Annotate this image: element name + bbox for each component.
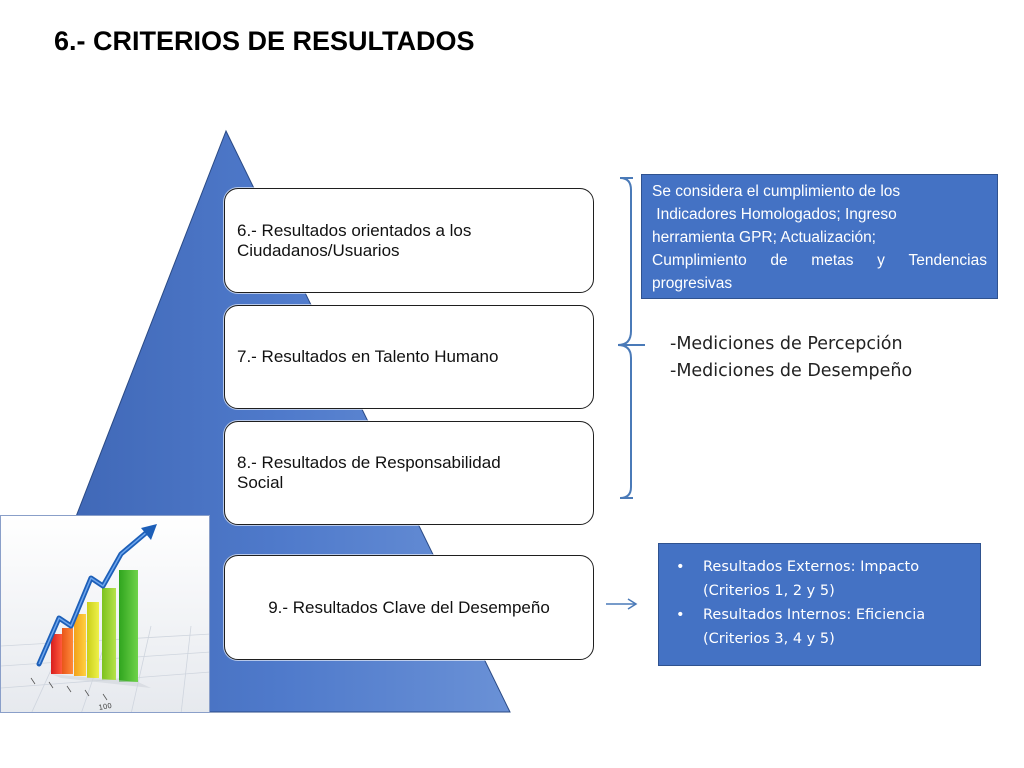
result-box-7 (224, 305, 594, 409)
result-box-8 (224, 421, 594, 525)
result-box-7-label: 7.- Resultados en Talento Humano (237, 347, 499, 366)
measurements-text (670, 331, 912, 385)
info-line: Se considera el cumplimiento de los (652, 183, 901, 200)
result-box-6 (224, 188, 594, 293)
chart-tick-label: 100 (97, 701, 113, 712)
list-item: • Resultados Internos: Eficiencia (Criterios 3, 4 y 5) (667, 603, 972, 651)
slide-title: 6.- CRITERIOS DE RESULTADOS (54, 26, 475, 56)
growth-chart-image (0, 515, 210, 713)
measurement-perception: -Mediciones de Percepción (670, 334, 903, 354)
info-word: Cumplimiento (652, 252, 747, 269)
result-box-6-line2: Ciudadanos/Usuarios (237, 240, 400, 260)
result-box-9-label: 9.- Resultados Clave del Desempeño (268, 597, 550, 617)
info-word: de (770, 252, 788, 269)
result-box-6-line1: 6.- Resultados orientados a los (237, 220, 472, 240)
info-word: y (877, 252, 885, 269)
measurement-performance: -Mediciones de Desempeño (670, 361, 913, 381)
list-item: • Resultados Externos: Impacto (Criterios 1, 2 y 5) (667, 555, 972, 603)
info-box-results (658, 543, 981, 666)
info-line: Indicadores Homologados; Ingreso (652, 206, 897, 223)
result-box-8-line2: Social (237, 473, 284, 492)
info-box-indicators (641, 174, 998, 299)
result-box-8-line1: 8.- Resultados de Responsabilidad (237, 453, 501, 472)
info-line: herramienta GPR; Actualización; (652, 229, 876, 246)
arrow-right-icon (606, 599, 636, 609)
info-word: metas (811, 252, 854, 269)
results-list (667, 555, 972, 651)
info-word: Tendencias (908, 252, 987, 269)
result-box-9 (224, 555, 594, 660)
info-line: progresivas (652, 275, 733, 292)
growth-chart-illustration (1, 516, 210, 713)
info-line-justified (652, 249, 987, 272)
